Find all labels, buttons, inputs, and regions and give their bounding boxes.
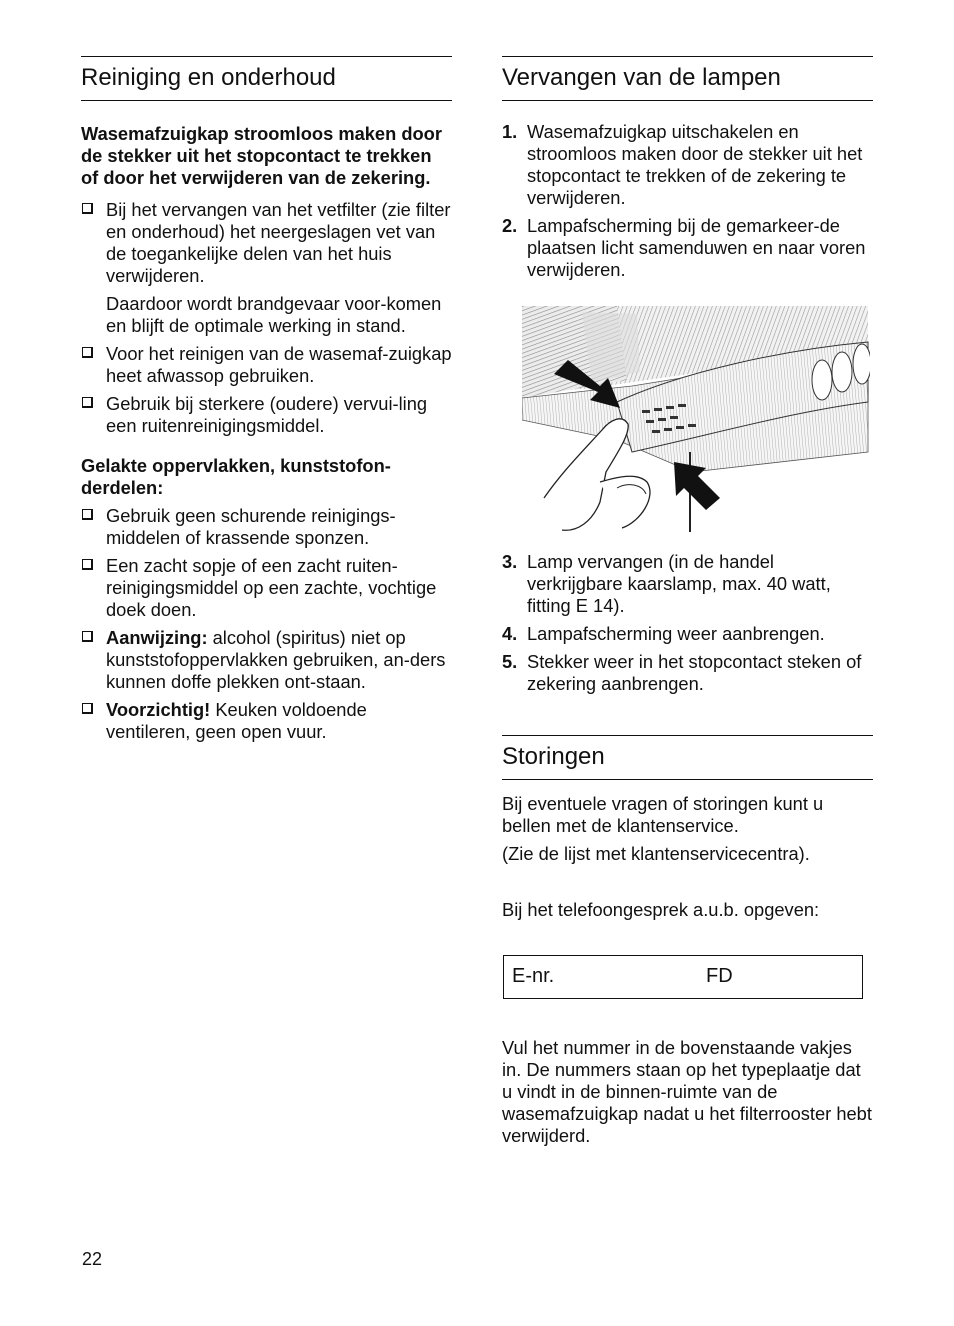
intro-warning: Wasemafzuigkap stroomloos maken door de stekker uit het stopcontact te trekken of door het verwijderen van de zekering. [81,123,442,188]
step-item: 2. Lampafscherming bij de gemarkeer-de plaatsen licht samenduwen en naar voren verwijderen. [502,215,866,280]
list-item: Gebruik bij sterkere (oudere) vervui-ling een ruitenreinigingsmiddel. [81,393,452,437]
fd-label: FD [706,965,733,987]
storingen-paragraph: (Zie de lijst met klantenservicecentra). [502,843,810,864]
storingen-paragraph: Bij het telefoongesprek a.u.b. opgeven: [502,899,820,920]
storingen-instructions: Vul het nummer in de bovenstaande vakjes in. De nummers staan op het typeplaatje dat u vindt in de binnen-ruimte van de wasemafzuigkap nadat u het filterrooster hebt verwijderd. [502,1037,872,1146]
checkbox-bullet-icon [82,397,93,408]
step-item: 4. Lampafscherming weer aanbrengen. [502,623,825,644]
enr-label: E-nr. [512,965,555,987]
list-item: Voor het reinigen van de wasemaf-zuigkap heet afwassop gebruiken. [81,343,452,387]
storingen-paragraph: Bij eventuele vragen of storingen kunt u bellen met de klantenservice. [502,793,824,836]
right-column [502,56,873,287]
lamp-cover-illustration [522,302,870,534]
step-item: 3. Lamp vervangen (in de handel verkrijgbare kaarslamp, max. 40 watt, fitting E 14). [502,551,831,616]
left-column [81,56,452,749]
subheading-surfaces: Gelakte oppervlakken, kunststofon-derdelen: [81,455,391,498]
checkbox-bullet-icon [82,203,93,214]
checklist-cleaning [81,199,452,287]
checklist-surfaces [81,505,452,743]
step-item: 1. Wasemafzuigkap uitschakelen en stroomloos maken door de stekker uit het stopcontact te trekken of de zekering te verwijderen. [502,121,863,208]
page-number: 22 [82,1249,103,1269]
checkbox-bullet-icon [82,509,93,520]
section-heading-storingen: Storingen [502,735,873,780]
steps-list-b-container [502,551,873,701]
checkbox-bullet-icon [82,703,93,714]
steps-list-b [502,551,873,695]
list-item: Bij het vervangen van het vetfilter (zie filter en onderhoud) het neergeslagen vet van de toegankelijke delen van het huis verwijderen. [81,199,452,287]
list-item: Aanwijzing: alcohol (spiritus) niet op kunststofoppervlakken gebruiken, an-ders kunnen doffe plekken ont-staan. [81,627,452,693]
section-heading-lamps: Vervangen van de lampen [502,56,873,101]
list-item: Voorzichtig! Keuken voldoende ventileren, geen open vuur. [81,699,452,743]
section-heading-cleaning: Reiniging en onderhoud [81,56,452,101]
enr-fd-input-box [503,955,863,999]
storingen-section [502,735,873,921]
list-item-note: Daardoor wordt brandgevaar voor-komen en blijft de optimale werking in stand. [106,293,442,336]
checkbox-bullet-icon [82,631,93,642]
steps-list-a [502,121,873,281]
list-item: Een zacht sopje of een zacht ruiten-reinigingsmiddel op een zachte, vochtige doek doen. [81,555,452,621]
step-item: 5. Stekker weer in het stopcontact steken of zekering aanbrengen. [502,651,862,694]
checkbox-bullet-icon [82,559,93,570]
list-item: Gebruik geen schurende reinigings-middelen of krassende sponzen. [81,505,452,549]
checklist-cleaning-2 [81,343,452,437]
checkbox-bullet-icon [82,347,93,358]
